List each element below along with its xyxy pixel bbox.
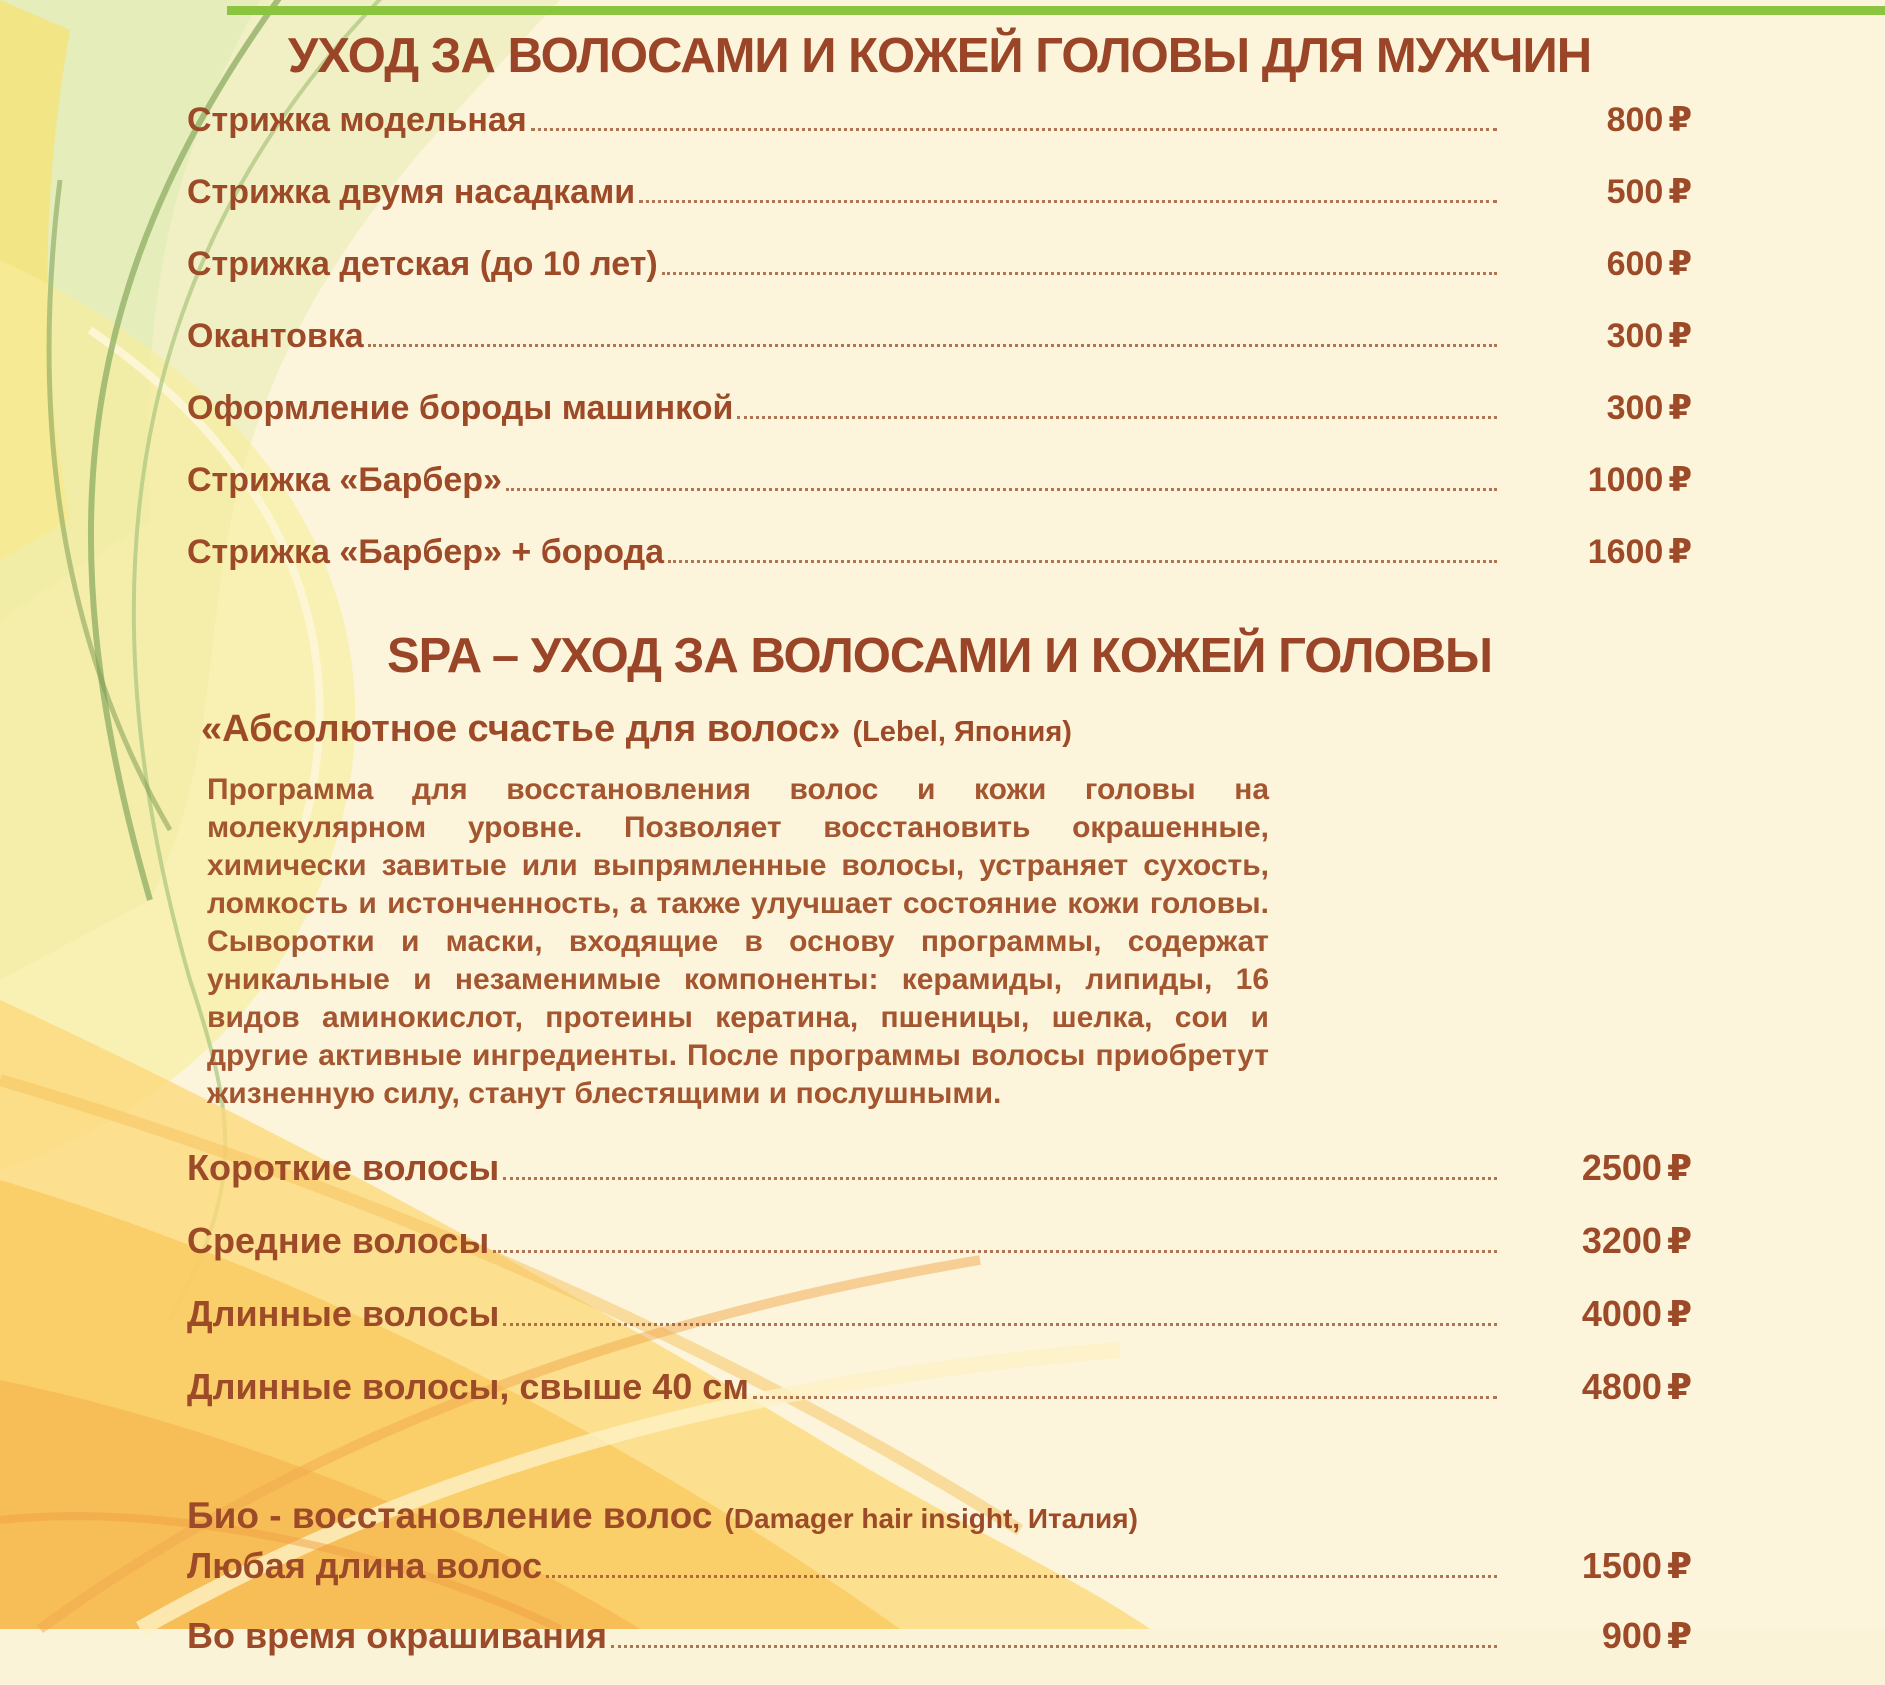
service-name: Длинные волосы, свыше 40 см	[187, 1366, 749, 1407]
dotted-leader	[737, 386, 1497, 419]
price-row	[187, 1545, 1692, 1615]
service-price	[1507, 1545, 1692, 1587]
ruble-sign: ₽	[1666, 1221, 1692, 1262]
service-price	[1507, 244, 1692, 284]
program-brand-note: (Lebel, Япония)	[852, 716, 1072, 748]
dotted-leader	[503, 1147, 1497, 1180]
dotted-leader	[662, 242, 1497, 275]
price-row	[187, 170, 1692, 242]
service-name: Длинные волосы	[187, 1293, 500, 1334]
price-list-content	[187, 28, 1692, 1685]
service-name: Во время окрашивания	[187, 1615, 608, 1656]
dotted-leader	[506, 458, 1497, 491]
service-name: Стрижка детская (до 10 лет)	[187, 245, 658, 283]
price-value: 4800	[1581, 1366, 1662, 1407]
program-description: Программа для восстановления волос и кожи головы на молекулярном уровне. Позволяет восстановить окрашенные, химически завитые или выпрямленные волосы, устраняет сухость, ломкость и истонченность, а также улучшает состояние кожи головы. Сыворотки и маски, входящие в основу программы, содержат уникальные и незаменимые компоненты: керамиды, липиды, 16 видов аминокислот, протеины кератина, пшеницы, шелка, сои и другие активные ингредиенты. После программы волосы приобретут жизненную силу, станут блестящими и послушными.	[207, 773, 1269, 1110]
dotted-leader	[546, 1545, 1497, 1578]
service-name: Оформление бороды машинкой	[187, 389, 734, 427]
bio-program-rows	[187, 1545, 1692, 1685]
dotted-leader	[531, 98, 1497, 131]
spa-program-rows	[187, 1147, 1692, 1439]
price-value: 900	[1601, 1615, 1662, 1656]
bio-brand-note: (Damager hair insight, Италия)	[724, 1503, 1138, 1534]
dotted-leader	[368, 314, 1497, 347]
price-row	[187, 314, 1692, 386]
price-value: 1500	[1581, 1545, 1662, 1586]
program-heading	[201, 708, 1692, 751]
price-value: 800	[1606, 101, 1664, 139]
service-price	[1507, 532, 1692, 572]
price-value: 1000	[1587, 461, 1664, 499]
service-price	[1507, 172, 1692, 212]
service-name: Средние волосы	[187, 1220, 490, 1261]
service-name: Короткие волосы	[187, 1147, 500, 1188]
price-row	[187, 530, 1692, 602]
ruble-sign: ₽	[1668, 100, 1692, 140]
dotted-leader	[503, 1293, 1497, 1326]
ruble-sign: ₽	[1666, 1546, 1692, 1587]
ruble-sign: ₽	[1668, 388, 1692, 428]
price-value: 300	[1606, 389, 1664, 427]
price-value: 4000	[1581, 1293, 1662, 1334]
ruble-sign: ₽	[1666, 1148, 1692, 1189]
price-row	[187, 1220, 1692, 1293]
ruble-sign: ₽	[1666, 1294, 1692, 1335]
ruble-sign: ₽	[1668, 316, 1692, 356]
service-price	[1507, 1147, 1692, 1189]
price-value: 600	[1606, 245, 1664, 283]
men-section-title: УХОД ЗА ВОЛОСАМИ И КОЖЕЙ ГОЛОВЫ ДЛЯ МУЖЧИН	[287, 29, 1592, 83]
price-row	[187, 242, 1692, 314]
service-name: Стрижка двумя насадками	[187, 173, 636, 211]
dotted-leader	[611, 1615, 1497, 1648]
men-section-rows	[187, 98, 1692, 602]
dotted-leader	[753, 1366, 1497, 1399]
service-price	[1507, 1366, 1692, 1408]
price-row	[187, 1147, 1692, 1220]
price-row	[187, 458, 1692, 530]
service-name: Стрижка «Барбер»	[187, 461, 502, 499]
service-name: Стрижка модельная	[187, 101, 527, 139]
price-value: 300	[1606, 317, 1664, 355]
price-value: 500	[1606, 173, 1664, 211]
ruble-sign: ₽	[1666, 1367, 1692, 1408]
price-value: 2500	[1581, 1147, 1662, 1188]
ruble-sign: ₽	[1668, 172, 1692, 212]
bio-program-title: Био - восстановление волос	[187, 1495, 713, 1536]
price-row	[187, 1615, 1692, 1685]
price-row	[187, 1293, 1692, 1366]
service-name: Стрижка «Барбер» + борода	[187, 533, 665, 571]
dotted-leader	[639, 170, 1497, 203]
service-price	[1507, 1293, 1692, 1335]
ruble-sign: ₽	[1668, 532, 1692, 572]
service-price	[1507, 1220, 1692, 1262]
ruble-sign: ₽	[1668, 244, 1692, 284]
service-name: Любая длина волос	[187, 1545, 543, 1586]
service-name: Окантовка	[187, 317, 364, 355]
service-price	[1507, 1615, 1692, 1657]
spa-section-title: SPA – УХОД ЗА ВОЛОСАМИ И КОЖЕЙ ГОЛОВЫ	[386, 629, 1492, 683]
price-row	[187, 386, 1692, 458]
service-price	[1507, 100, 1692, 140]
price-row	[187, 1366, 1692, 1439]
program-title: «Абсолютное счастье для волос»	[201, 708, 841, 750]
service-price	[1507, 388, 1692, 428]
top-accent-bar	[227, 6, 1885, 15]
dotted-leader	[668, 530, 1497, 563]
bio-program-heading	[187, 1495, 1692, 1537]
ruble-sign: ₽	[1666, 1616, 1692, 1657]
price-value: 3200	[1581, 1220, 1662, 1261]
dotted-leader	[493, 1220, 1497, 1253]
service-price	[1507, 316, 1692, 356]
ruble-sign: ₽	[1668, 460, 1692, 500]
price-value: 1600	[1587, 533, 1664, 571]
service-price	[1507, 460, 1692, 500]
price-row	[187, 98, 1692, 170]
